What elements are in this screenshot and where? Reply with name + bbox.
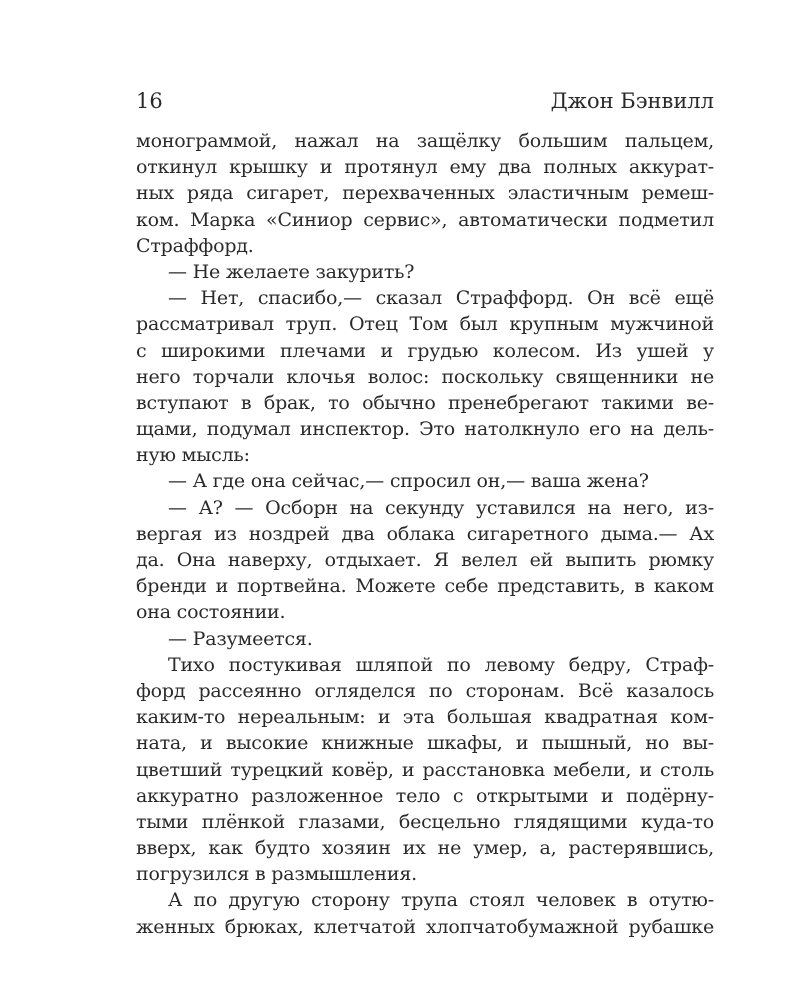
text-line: цветший турецкий ковёр, и расстановка мебели, и столь [136,758,714,781]
text-line: откинул крышку и протянул ему два полных аккурат- [136,156,714,179]
text-line: вступают в брак, то обычно пренебрегают такими ве- [136,391,714,414]
running-title: Джон Бэнвилл [550,89,714,113]
running-head [136,86,714,116]
text-line: каким-то нереальным: и эта большая квадратная ком- [136,706,714,729]
text-line: — А где она сейчас,— спросил он,— ваша жена? [168,470,649,493]
text-line: с широкими плечами и грудью колесом. Из ушей у [136,339,714,362]
text-line: аккуратно разложенное тело с открытыми и подёрну- [136,784,714,807]
text-line: щами, подумал инспектор. Это натолкнуло его на дель- [136,418,714,441]
text-line: женных брюках, клетчатой хлопчатобумажной рубашке [136,915,714,938]
text-line: рассматривал труп. Отец Том был крупным мужчиной [136,313,714,336]
text-line: — А? — Осборн на секунду уставился на него, из- [168,496,714,519]
body-text [136,128,714,940]
text-line: да. Она наверху, отдыхает. Я велел ей выпить рюмку [136,549,714,571]
text-line: ных ряда сигарет, перехваченных эластичным ремеш- [136,182,714,205]
text-line: тыми плёнкой глазами, бесцельно глядящими куда-то [136,810,714,833]
text-line: ната, и высокие книжные шкафы, и пышный, но вы- [136,732,714,755]
text-line: — Разумеется. [168,627,313,650]
text-line: — Нет, спасибо,— сказал Страффорд. Он всё ещё [168,287,714,310]
text-line: ную мысль: [136,444,250,467]
text-line: него торчали клочья волос: поскольку священники не [136,365,714,388]
text-line: она состоянии. [136,601,286,624]
text-line: вверх, как будто хозяин их не умер, а, растерявшись, [136,837,714,860]
text-line: вергая из ноздрей два облака сигаретного дыма.— Ах [136,522,714,545]
text-line: бренди и портвейна. Можете себе представить, в каком [136,575,714,598]
text-line: Страффорд. [136,234,254,257]
text-line: Тихо постукивая шляпой по левому бедру, Страф- [168,653,714,676]
text-line: форд рассеянно огляделся по сторонам. Всё казалось [136,679,714,702]
page-number: 16 [136,89,163,113]
text-line: ком. Марка «Синиор сервис», автоматически подметил [136,208,714,231]
text-line: — Не желаете закурить? [168,260,415,283]
text-line: А по другую сторону трупа стоял человек в отутю- [168,889,714,912]
text-line: монограммой, нажал на защёлку большим пальцем, [136,130,714,152]
text-line: погрузился в размышления. [136,863,417,886]
